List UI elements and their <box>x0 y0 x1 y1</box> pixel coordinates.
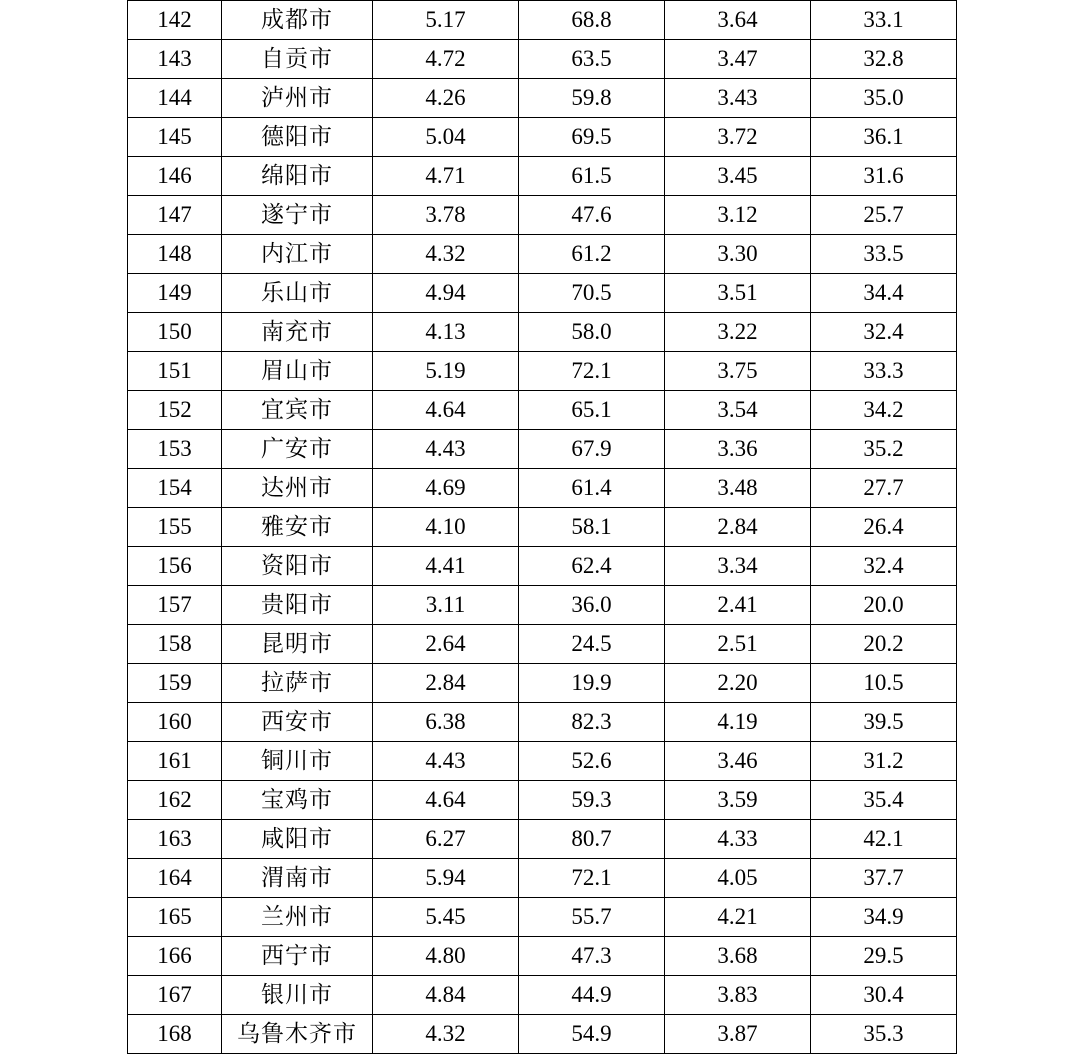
cell-value3: 3.47 <box>665 40 811 79</box>
table-row <box>128 235 957 274</box>
cell-city: 达州市 <box>222 469 373 508</box>
cell-rank: 162 <box>128 781 222 820</box>
cell-rank: 148 <box>128 235 222 274</box>
cell-value4: 42.1 <box>811 820 957 859</box>
cell-value1: 4.32 <box>373 1015 519 1054</box>
cell-value4: 34.4 <box>811 274 957 313</box>
cell-value4: 29.5 <box>811 937 957 976</box>
cell-value3: 3.43 <box>665 79 811 118</box>
cell-value3: 3.48 <box>665 469 811 508</box>
city-statistics-table <box>127 0 957 1054</box>
cell-value4: 32.4 <box>811 547 957 586</box>
cell-rank: 161 <box>128 742 222 781</box>
cell-value3: 2.84 <box>665 508 811 547</box>
table-row <box>128 469 957 508</box>
cell-rank: 151 <box>128 352 222 391</box>
cell-value3: 2.51 <box>665 625 811 664</box>
cell-value3: 3.30 <box>665 235 811 274</box>
table-row <box>128 391 957 430</box>
table-row <box>128 937 957 976</box>
cell-value1: 5.45 <box>373 898 519 937</box>
cell-rank: 163 <box>128 820 222 859</box>
cell-value3: 3.87 <box>665 1015 811 1054</box>
cell-value2: 54.9 <box>519 1015 665 1054</box>
cell-city: 宜宾市 <box>222 391 373 430</box>
cell-rank: 159 <box>128 664 222 703</box>
cell-value4: 34.2 <box>811 391 957 430</box>
cell-value1: 4.84 <box>373 976 519 1015</box>
table-row <box>128 313 957 352</box>
table-row <box>128 976 957 1015</box>
cell-value3: 3.51 <box>665 274 811 313</box>
cell-value1: 4.43 <box>373 742 519 781</box>
cell-value3: 4.19 <box>665 703 811 742</box>
cell-value2: 58.1 <box>519 508 665 547</box>
cell-value1: 4.10 <box>373 508 519 547</box>
cell-value4: 33.1 <box>811 1 957 40</box>
cell-city: 贵阳市 <box>222 586 373 625</box>
cell-rank: 157 <box>128 586 222 625</box>
table-row <box>128 742 957 781</box>
cell-value4: 31.6 <box>811 157 957 196</box>
table-row <box>128 859 957 898</box>
cell-rank: 146 <box>128 157 222 196</box>
cell-value2: 72.1 <box>519 859 665 898</box>
cell-value3: 2.41 <box>665 586 811 625</box>
cell-value4: 27.7 <box>811 469 957 508</box>
cell-rank: 144 <box>128 79 222 118</box>
cell-value1: 4.94 <box>373 274 519 313</box>
cell-city: 内江市 <box>222 235 373 274</box>
cell-value2: 36.0 <box>519 586 665 625</box>
cell-value2: 59.3 <box>519 781 665 820</box>
cell-value1: 6.38 <box>373 703 519 742</box>
cell-rank: 160 <box>128 703 222 742</box>
cell-rank: 150 <box>128 313 222 352</box>
cell-city: 铜川市 <box>222 742 373 781</box>
cell-value3: 4.33 <box>665 820 811 859</box>
cell-city: 绵阳市 <box>222 157 373 196</box>
cell-value1: 4.13 <box>373 313 519 352</box>
cell-city: 西宁市 <box>222 937 373 976</box>
table-row <box>128 157 957 196</box>
cell-value4: 32.8 <box>811 40 957 79</box>
cell-value3: 3.12 <box>665 196 811 235</box>
cell-value2: 59.8 <box>519 79 665 118</box>
cell-value1: 4.41 <box>373 547 519 586</box>
cell-value1: 3.78 <box>373 196 519 235</box>
cell-city: 遂宁市 <box>222 196 373 235</box>
cell-rank: 143 <box>128 40 222 79</box>
cell-value2: 65.1 <box>519 391 665 430</box>
table-body <box>128 1 957 1054</box>
cell-rank: 153 <box>128 430 222 469</box>
cell-rank: 154 <box>128 469 222 508</box>
cell-value3: 3.54 <box>665 391 811 430</box>
cell-value1: 5.04 <box>373 118 519 157</box>
cell-value1: 6.27 <box>373 820 519 859</box>
cell-rank: 152 <box>128 391 222 430</box>
cell-value2: 68.8 <box>519 1 665 40</box>
cell-city: 兰州市 <box>222 898 373 937</box>
cell-value1: 4.32 <box>373 235 519 274</box>
cell-value3: 3.34 <box>665 547 811 586</box>
cell-value1: 4.26 <box>373 79 519 118</box>
cell-value4: 30.4 <box>811 976 957 1015</box>
cell-value1: 3.11 <box>373 586 519 625</box>
table-row <box>128 508 957 547</box>
cell-value4: 33.3 <box>811 352 957 391</box>
cell-rank: 149 <box>128 274 222 313</box>
table-row <box>128 352 957 391</box>
cell-value2: 69.5 <box>519 118 665 157</box>
cell-value3: 3.59 <box>665 781 811 820</box>
cell-value1: 4.72 <box>373 40 519 79</box>
cell-city: 银川市 <box>222 976 373 1015</box>
cell-rank: 164 <box>128 859 222 898</box>
table-row <box>128 703 957 742</box>
cell-value4: 35.4 <box>811 781 957 820</box>
cell-value1: 5.94 <box>373 859 519 898</box>
cell-value1: 2.84 <box>373 664 519 703</box>
cell-value2: 82.3 <box>519 703 665 742</box>
cell-rank: 168 <box>128 1015 222 1054</box>
cell-value3: 3.22 <box>665 313 811 352</box>
cell-value4: 32.4 <box>811 313 957 352</box>
cell-city: 昆明市 <box>222 625 373 664</box>
table-row <box>128 274 957 313</box>
cell-city: 眉山市 <box>222 352 373 391</box>
cell-value1: 4.64 <box>373 781 519 820</box>
table-row <box>128 430 957 469</box>
cell-value2: 67.9 <box>519 430 665 469</box>
table-row <box>128 547 957 586</box>
cell-value3: 3.45 <box>665 157 811 196</box>
cell-value2: 44.9 <box>519 976 665 1015</box>
cell-rank: 165 <box>128 898 222 937</box>
cell-value3: 3.68 <box>665 937 811 976</box>
cell-city: 雅安市 <box>222 508 373 547</box>
cell-value1: 2.64 <box>373 625 519 664</box>
cell-value1: 4.43 <box>373 430 519 469</box>
cell-value1: 4.80 <box>373 937 519 976</box>
cell-rank: 155 <box>128 508 222 547</box>
cell-value4: 33.5 <box>811 235 957 274</box>
cell-city: 德阳市 <box>222 118 373 157</box>
cell-value4: 20.2 <box>811 625 957 664</box>
cell-value2: 62.4 <box>519 547 665 586</box>
cell-value2: 61.5 <box>519 157 665 196</box>
cell-value2: 24.5 <box>519 625 665 664</box>
cell-value2: 52.6 <box>519 742 665 781</box>
cell-city: 拉萨市 <box>222 664 373 703</box>
cell-city: 渭南市 <box>222 859 373 898</box>
cell-value2: 61.4 <box>519 469 665 508</box>
cell-value3: 4.05 <box>665 859 811 898</box>
cell-value3: 3.46 <box>665 742 811 781</box>
cell-value1: 4.69 <box>373 469 519 508</box>
cell-rank: 142 <box>128 1 222 40</box>
cell-value3: 4.21 <box>665 898 811 937</box>
cell-value2: 55.7 <box>519 898 665 937</box>
cell-value4: 20.0 <box>811 586 957 625</box>
cell-value3: 3.36 <box>665 430 811 469</box>
cell-value3: 3.75 <box>665 352 811 391</box>
table-row <box>128 625 957 664</box>
table-row <box>128 79 957 118</box>
table-row <box>128 1 957 40</box>
cell-city: 成都市 <box>222 1 373 40</box>
cell-value1: 4.64 <box>373 391 519 430</box>
cell-city: 乐山市 <box>222 274 373 313</box>
table-row <box>128 820 957 859</box>
cell-city: 广安市 <box>222 430 373 469</box>
cell-value4: 36.1 <box>811 118 957 157</box>
table-row <box>128 118 957 157</box>
table-row <box>128 898 957 937</box>
table-row <box>128 664 957 703</box>
cell-value4: 37.7 <box>811 859 957 898</box>
cell-value2: 72.1 <box>519 352 665 391</box>
cell-value3: 3.64 <box>665 1 811 40</box>
cell-city: 南充市 <box>222 313 373 352</box>
cell-value4: 10.5 <box>811 664 957 703</box>
cell-city: 自贡市 <box>222 40 373 79</box>
cell-value2: 47.3 <box>519 937 665 976</box>
cell-value2: 19.9 <box>519 664 665 703</box>
cell-rank: 147 <box>128 196 222 235</box>
cell-value2: 58.0 <box>519 313 665 352</box>
cell-value4: 35.3 <box>811 1015 957 1054</box>
cell-value3: 3.83 <box>665 976 811 1015</box>
cell-value1: 5.19 <box>373 352 519 391</box>
cell-value4: 35.0 <box>811 79 957 118</box>
cell-value4: 26.4 <box>811 508 957 547</box>
cell-city: 西安市 <box>222 703 373 742</box>
cell-city: 宝鸡市 <box>222 781 373 820</box>
cell-city: 泸州市 <box>222 79 373 118</box>
table-row <box>128 586 957 625</box>
cell-rank: 156 <box>128 547 222 586</box>
cell-value4: 39.5 <box>811 703 957 742</box>
cell-rank: 158 <box>128 625 222 664</box>
cell-city: 咸阳市 <box>222 820 373 859</box>
table-row <box>128 781 957 820</box>
cell-rank: 145 <box>128 118 222 157</box>
cell-city: 资阳市 <box>222 547 373 586</box>
table-row <box>128 40 957 79</box>
cell-value1: 4.71 <box>373 157 519 196</box>
cell-rank: 167 <box>128 976 222 1015</box>
cell-value1: 5.17 <box>373 1 519 40</box>
cell-value2: 47.6 <box>519 196 665 235</box>
cell-value2: 70.5 <box>519 274 665 313</box>
cell-value4: 31.2 <box>811 742 957 781</box>
cell-value4: 25.7 <box>811 196 957 235</box>
table-row <box>128 1015 957 1054</box>
cell-value3: 3.72 <box>665 118 811 157</box>
cell-value2: 61.2 <box>519 235 665 274</box>
cell-city: 乌鲁木齐市 <box>222 1015 373 1054</box>
cell-value4: 34.9 <box>811 898 957 937</box>
cell-value2: 80.7 <box>519 820 665 859</box>
cell-value3: 2.20 <box>665 664 811 703</box>
table-row <box>128 196 957 235</box>
cell-value2: 63.5 <box>519 40 665 79</box>
cell-rank: 166 <box>128 937 222 976</box>
cell-value4: 35.2 <box>811 430 957 469</box>
